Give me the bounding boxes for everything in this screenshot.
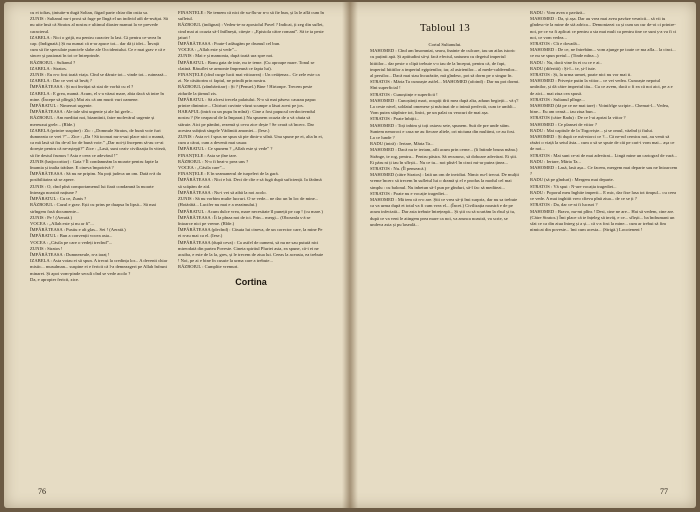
text-paragraph: RADU (diferită) : Și-l... te, și-l iute. [530, 65, 596, 71]
text-paragraph: RADU (intră) : Iertare, Măria Ta... [370, 141, 434, 147]
text-paragraph: STRATOS : Cunoștințe e superficii ! [370, 91, 438, 97]
text-paragraph: ÎMPĂRATUL : Nimeruri urgente. [30, 103, 93, 109]
text-paragraph: Da, e apropier fericit, zice. [30, 276, 80, 282]
curtain-heading: Cortina [235, 276, 267, 287]
text-paragraph: ZUNIS : Să nu vorbim multe lucruri. O se vede... ne dac un în loc de mine... (Hotărâtă... Lucifer nu mai e a reazimului.) [178, 196, 319, 208]
book-spread [4, 2, 696, 508]
left-page [4, 2, 348, 508]
text-paragraph: ZUNIS : Pe ! (Aerată.) [30, 214, 72, 220]
text-paragraph: ÎMPĂRĂTEASA : Nu-i vei să aibă la noi acolo. [178, 189, 267, 195]
text-paragraph: STRATOS : Sultanul plînge... [530, 96, 585, 102]
text-paragraph: RADU : Mai capitule de la Tirgoviște... și se omul, văzînd ți fiului. [530, 127, 654, 133]
text-paragraph: FINANȚELE : Asta se țîne tare. [178, 152, 238, 158]
text-paragraph: VOCEA : „Allah este și vede”... [178, 47, 238, 53]
text-paragraph: STRATOS : Vă spui : N-are vocația tragediei... [530, 183, 617, 189]
text-paragraph: ZUNIS : Mai e și mamonia, după toată ura spre noi. [178, 53, 274, 59]
text-paragraph: STRATOS : Da, dar ce-ai fi lucruri ? [530, 202, 598, 208]
text-paragraph: RĂZBOIUL (indignat) : Vedeu-te-ar apostolul Pavel ? Indicai, ți zeg din suflet, cind mai ai ocazia să-l întîlnești, citește : „Epistola către romani”. Să te ia peste jaturi ! [178, 22, 324, 40]
page-number-left: 76 [38, 487, 46, 496]
text-paragraph: ÎMPĂRĂTEASA : Dumnezeule, n-a iaraț ! [30, 251, 110, 257]
text-paragraph: IZABELA : Asta voiau ei să spun. A trecut la credința lor... A devenit chiar mistic... musulman... suspine ei e fericit că l-a demeazgeri pe Allah înfrunt minaret. Și apoi vom-pinde seculi cînd se vede acolo ? [30, 258, 168, 276]
text-paragraph: STRATOS : Cît e dovadă... [530, 41, 581, 47]
right-page-column-1-text [370, 42, 520, 166]
text-paragraph: IZABELA : E grea, mamă. Acum, el s-a văzut mare, abia dacă să intre în mine. (Începe să plîngă.) Mai zis că am murit vuri oamene. [30, 90, 164, 102]
text-paragraph: cu ei toltas, țintuite-n dugă Soltan, făgad parte chiar din ostia sa. [30, 10, 149, 15]
text-paragraph: ÎMPĂRATUL : Bonu gata de inte, nu te teme. (Cu aproape mare. Tonul se clatină. Răsuflet se armonie împreună ce fapta lui). [178, 59, 315, 71]
text-paragraph: STRATOS : Poate nu e vocație tragediei... [370, 190, 448, 196]
text-paragraph: MAHOMED : Toți inbim și toți ostavu sete, spunem. Suit de pre unde stăm. Suntem nenoroci e casa ne au fiecare altele, ori niciuna din multimi, ce au fost. La ce lunde ? [370, 122, 516, 141]
page-number-right: 77 [660, 487, 668, 496]
right-page-column-1-continued [370, 166, 520, 228]
text-paragraph: RADU : Poporul meu înghite imperii... E mic, dar fixe lasa tot timpul... cu ceea ce vede. A mai inghitit vreo cîteva pînă ziua... de ce se ți ? [530, 189, 677, 202]
right-page-column-2 [530, 10, 678, 233]
left-page-column-2-text [178, 10, 324, 271]
text-paragraph: STRATOS : Mai sunt ce-ai de mai adevărat... Lingă mine un cartograf de vară... [530, 152, 677, 158]
text-paragraph: FINANTELE : Ne temem că nici de su-flu-ar n-o să fie bun, și la le află cum în sufletul. [178, 10, 324, 22]
text-paragraph: MAHOMED : De ce, ne întrebăm... vom ajunge pe toate ce ma afla... la cinci... ce nu se spun pretul... (Tinde mîna...) [530, 47, 676, 59]
text-paragraph: ZUNIS (batjocoritor) : Gata ? Îl condamnăm la moarte pentru fapte la îmamia și inalta trădare. E cineva împotrivă ? [30, 158, 159, 171]
text-paragraph: IZABELA (printre suspine) : Zic : „Domnule Stratos, de bună voie furi dumneata ce vrei ?”... Zice : „Da ! Să tocmai nu-a-sui place nici o mamă, ca mă lasă să fiu de-al lor de bună voie.” „Dar noi-ți începem să-au ce-ai dorește pentru că ne-aștepți?” Zice : „Lasă, sunt ceaiv civilizația în viteză, să fie destul frumos ! Asta e ceea ce adevărul !” [30, 127, 167, 158]
text-paragraph: RADU : Vom avea o pavăză... [530, 10, 586, 15]
left-page-column-2 [178, 10, 324, 287]
text-paragraph: IZABELA : Dar ce vrei să învăț ? [30, 78, 92, 84]
text-paragraph: STRATOS : Nu. (Îl penseacă.) [370, 166, 427, 172]
text-paragraph: RĂZBOIUL : Sultanul ? [30, 59, 76, 65]
text-paragraph: MAHOMED (dă pe ce ne mai tare) : Voinifrîge scripte... Chemat-l... Vedea, bine... Eu am ceasă... iau ziua bun... [530, 103, 670, 115]
text-paragraph: Cortul Sultanului. [428, 42, 462, 47]
text-paragraph: FINANȚELE (cînd curge lucii mai viitoarea) : Un cetățenar... Ce zele este ca zi. Ne căsătorim ci faptul, ne prindă prin nostru. [178, 72, 320, 84]
text-paragraph: ÎMPĂRĂTEASA : Pustiu e alt glas... Sei ! (Aerată.) [30, 227, 126, 233]
text-paragraph: ZUNIS : Asta n-i f spus ne spun să pie dintr-o stînă. Una spune pe ei, alta în ei, cum a cărat, cum a devenit mai usuar. [178, 134, 323, 146]
text-paragraph: ÎMPĂRATUL : Bun a convenții vocea asta... [30, 233, 113, 239]
text-paragraph: MAHOMED : Mă tem că n-o are. Știi ce vrea să-ți îmi surpriz, dar nu sa trebuie ca va urma după et total va fi cum vrea el... (Încet.) Civilizația noastră e de pe acum infectată... Dar asta trebuie întrețeapă... Și știi cu să scurtăm la rîsul și tu, după ce va veni le atingem prea mare ca noi, va arunca noastră, va scrie, se undeva asta și pu îaseală... [370, 197, 518, 227]
text-paragraph: RADU : Nu, dacă vine în ei cu ce e ai.. [530, 59, 602, 65]
text-paragraph: STRATOS : Măria Ta cunoaște astfel... MAHOMED (afoind) : Dar nu pot dormi. Sînt superficial ! [370, 79, 520, 91]
text-paragraph: STRATOS (către Radu) : De ce l-ai apriat la viitor ? [530, 115, 626, 121]
text-paragraph: ÎMPĂRĂTEASA : Și noi învățai să stai de vorbă cu el ? [30, 84, 134, 90]
text-paragraph: MAHOMED : Cunoștinți mari, ocupiți tîrii mea după alta, aduun begieții... vă ș'! La ceste nivel, soldatul omenese și măcinat de o inimă perfectă, cum te umbli... Vom putea stăpînire tot, linici, pe un palat cu veacuri de mai așa. [370, 97, 519, 116]
text-paragraph: RĂZBOIUL : Cumplite vremuri. [178, 264, 239, 270]
text-paragraph: MAHOMED : Lasă, lasă așa... Ce facem, mergem mai departe sau ne întoarcem ? [530, 165, 678, 177]
text-paragraph: RĂZBOIUL : Am meditat noi, bizantinii, fatre molevărul urgente și mereuzui grele... (Rîde.) [30, 115, 155, 127]
text-paragraph: ÎMPĂRĂTEASA : Să nu ne pripim. Nu poți judeca un om. Dată n-ă da posibilitatea să se apere. [30, 171, 161, 183]
left-page-column-1 [30, 10, 168, 283]
right-page-column-1 [370, 10, 520, 228]
text-paragraph: ZUNIS : O, cînd pînă comportamenul lui fiară condamnă la moarte întreaga noastră națiune ? [30, 183, 154, 195]
text-paragraph: RĂZBOIUL (zâmbăvitarr) : Și ? (Penuel.) Bine ! Hirtonpe. Trecem peste zidurile la țărmul zis. [178, 84, 313, 96]
text-paragraph: ÎMPĂRATUL : Să alcesi trecela palatului. N-o să mai păsesc cauzau papuc printre dinimice... Chiriuri cuvinte văzut scumpe a lăsat acest pe jos. [178, 96, 317, 109]
book-gutter [342, 2, 358, 508]
text-paragraph: MAHOMED : Ce plansei de viitor ? [530, 121, 597, 127]
text-paragraph: ÎMPĂRĂTEASA (după ceva) : Ca astfel de oameni, să nu ne sau putută nici mireodată din partea Poveste. Cineta spiritul Pluriei asta, ea spune, că-i ei ne acuiba, e este de la la, gres, și le trecem de ziua lui. Ceeas la aceasta, ea trebuie ! Noi, pe ai e bine în cusute la urma care a trebuie... [178, 239, 324, 264]
text-paragraph: ZUNIS : Stratos ! [30, 245, 63, 251]
text-paragraph: ÎMPĂRATUL : Cu ce, Zunis ? [30, 196, 87, 202]
text-paragraph: ÎMPĂRĂTEASA : Ale tale sînt urgente și ale lui grele... [30, 109, 134, 115]
text-paragraph: ZUNIS : Sultanul nu-i prost să fuge pe lîngă el un individ atît de-nvățat. Să nu uite însă că Stratos al nostru e ultimul diaster mamut la ve prevede caracterul. [30, 16, 168, 34]
text-paragraph: ZUNIS : Eu n-o fost toată viața. Cînd se dăruie tot... vinde tot... ruinează... [30, 72, 167, 78]
text-paragraph: IZABELA : Stratos. [30, 65, 67, 71]
text-paragraph: MAHOMED : Da, și așa. Dar au vrea mai avea pavăze vesnicii... să vii tu gîndesc-te la mine de stă adrica... Demonizezi ca și cum un cur de-oi ci printre-noi, pe ce va fi aplicat ce pentru a sta mai mult ca pentru tine ce sunt ș-a va fi ci noi, ce vom vedea... [530, 16, 677, 40]
text-paragraph: RĂZBOIUL : N-o fi beat-o prea uns ? [178, 158, 249, 164]
text-paragraph: ÎMPĂRATUL : Ce spunem ? „Allah este și vede” ? [178, 146, 273, 152]
text-paragraph: STRATOS : Și, la urma urmei, poate nici nu vor mai ti. [530, 72, 632, 78]
text-paragraph: RADU : Iertare, Măria Ta... [530, 158, 581, 164]
text-paragraph: VOCEA : „Allah este și nu ar fi”... [30, 220, 94, 226]
text-paragraph: ÎMPĂRĂTEASA : Îi la pînza noi de ici. Prin... mergi... (Oboseala s-ă se întoarce nici pe vreme. (Rîde.) [178, 214, 311, 226]
text-paragraph: HARAPUL (intră cu un pupu în mînă) : Cine a fost papucul cerdocievndul nostru ? (Se ceapacul de la Imparat.) Nu spunem ocazia de a vă căuta să stăruie. Aici pe pămînt, rezemă și ceva zice dește ! Se ceară că încerc. Dar acestea subțină singele Vădimiii amoniei... (Iese.) [178, 109, 316, 133]
right-page [352, 2, 696, 508]
text-paragraph: MAHOMED (către Stratos) : Iată un om de invidiat. Nimic nu-l trecut. De mulții vreme încerc să trecem în sufletul lui o dramă și el e produs la modul cel mai simplu : cu balonul. Nu inbetun să-l pun pe gînduri, să-l fac să meditezi... [370, 172, 519, 190]
text-paragraph: MAHOMED : Și după ce mă-ntorci ce ?... Că ne-nd cernicu noi, au venit să răsări o viață la setul ăsta... cum o să se spuie de căi pe cari-i vom mai... așa ce de noi... [530, 134, 675, 152]
text-paragraph: RADU (să pe gînduri) : Mergem mai departe. [530, 177, 614, 183]
text-paragraph: MAHOMED : Bravo, nu-mi plîns ! Desi, cine ne are... Hai să vedem, cine are. (Către Stratos.) Îmi place că te înțeleg să invăț, e ce... sfîrșit... ba îndrumani un sfat ce ca din ziua întreg și a și... că s-a fost la mine... cum ar trebui să fim nimicat din poveste... îmi cum acesta... (Strigă.) Locotenent ! [530, 208, 675, 233]
text-paragraph: FINANȚELE : E în seamanerul de turpeleri de la gară. [178, 171, 279, 177]
text-paragraph: ÎMPĂRĂTEASA (plecînd) : Căsuta lui cineva, de un corector care, la mine Pe ei n-au mai ca el. (Iese.) [178, 227, 323, 239]
text-paragraph: ÎMPĂRĂTEASA : Nici e hit. Deci de cîte e să fugă după suficiență. Ia fărâmă să scăpăm de zid. [178, 177, 322, 189]
text-paragraph: ÎMPĂRATUL : Acum dulce vrea, mare necesitate îl puneții pe cap ! (cu mare.) [178, 208, 323, 214]
text-paragraph: VOCEA : „Căsila pe care o vedeți trecînd”... [30, 239, 113, 245]
text-paragraph: MAHOMED : Cînd am însomniat, searu, înainte de culcare, iau un atlas istoric cu puținii apă. Și aptitudini să-și facă efectul, uniunea cu degetul imperiul hititilor... dar peste o clipă trebuie s-o iau de la început, pentru că, de fapt, imperiul hititilor a imperiul egiptenilor, iar, al asirienilor... al mede-caldeenilor... al persilor... Dacă mai stau încurăzite, mă gîndesc, pot să dorm pe o singur în. [370, 48, 518, 79]
text-paragraph: ÎMPĂRĂTEASA : Poate-l adăugăm pe drumul cel bun. [178, 41, 281, 47]
text-paragraph: MAHOMED : Dacă nu te iertam, afli acum prin cerne... (îi întinde bruna mâna.) Strânge, te rog, pentru... Pentru păstra. Să recunosc, să doboare adevărat. Ei știi. Ei păru ni ți iau în sfîrșit... Nu ce tu... noi pînă-l în cinci mi-ar putea ținea... [370, 147, 518, 165]
text-paragraph: MAHOMED : Privește putin la viitor... ce vei vedea. Cunoaște nepotul umînilor, și dă către imperiul tău... Cu ce avem, dacă o fi ea că noi aici, pe a e de aici... mai ziua cea spusă. [530, 78, 673, 96]
text-paragraph: STRATOS : Poate înbiții... [370, 116, 420, 122]
scene-title: Tabloul 13 [419, 22, 471, 34]
text-paragraph: IZABELA : Nici o grijă, nu pentru caracter la last. Gi pentru ce-avea în cap. (Indignată.) Și nu numai că n-ar apuce tot... dar dă ți idei... Învață cum să fie speculate punctele slabe ale Occidentului. Ce e mai grav e că e sincer și pasionat în tot ce întreprinde. [30, 34, 166, 59]
text-paragraph: RĂZBOIUL : Cazul e grav. Ești cu prins pe duapsa în lipsă... Să mai strîngem fasă documente... [30, 202, 156, 214]
text-paragraph: VOCEA : „Căsila care”... [178, 165, 225, 171]
